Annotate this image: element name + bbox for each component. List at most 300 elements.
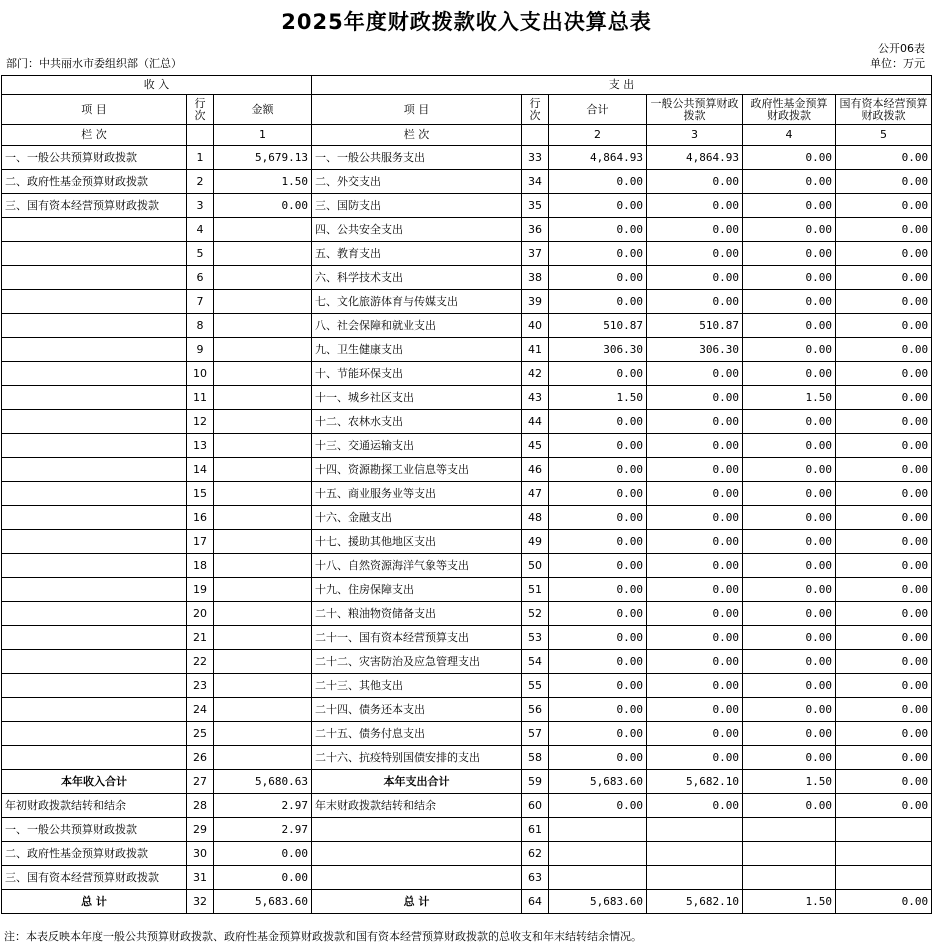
income-amount-cell	[214, 554, 312, 578]
table-row	[2, 722, 932, 746]
fund-budget-amount-cell: 0.00	[743, 626, 836, 650]
expense-item-cell: 本年支出合计	[312, 770, 522, 794]
expense-item-cell: 六、科学技术支出	[312, 266, 522, 290]
general-budget-amount-cell: 4,864.93	[647, 146, 743, 170]
general-budget-amount-cell: 0.00	[647, 218, 743, 242]
expense-line-cell: 33	[522, 146, 549, 170]
fund-budget-amount-cell: 0.00	[743, 602, 836, 626]
state-capital-amount-cell: 0.00	[836, 434, 932, 458]
general-budget-amount-cell: 0.00	[647, 698, 743, 722]
fund-budget-amount-cell: 0.00	[743, 338, 836, 362]
fund-budget-amount-cell: 0.00	[743, 314, 836, 338]
income-amount-cell: 5,679.13	[214, 146, 312, 170]
income-amount-cell	[214, 290, 312, 314]
expense-total-cell: 0.00	[549, 266, 647, 290]
income-item-cell: 年初财政拨款结转和结余	[2, 794, 187, 818]
fund-budget-amount-cell: 1.50	[743, 770, 836, 794]
fund-budget-amount-cell: 0.00	[743, 362, 836, 386]
table-row	[2, 266, 932, 290]
expense-item-cell: 二十一、国有资本经营预算支出	[312, 626, 522, 650]
income-line-cell: 1	[187, 146, 214, 170]
fund-budget-amount-cell: 0.00	[743, 434, 836, 458]
expense-total-cell: 0.00	[549, 698, 647, 722]
income-item-cell	[2, 578, 187, 602]
state-capital-amount-cell: 0.00	[836, 530, 932, 554]
general-budget-amount-cell: 0.00	[647, 434, 743, 458]
state-capital-amount-cell: 0.00	[836, 362, 932, 386]
expense-line-cell: 53	[522, 626, 549, 650]
state-capital-amount-cell: 0.00	[836, 578, 932, 602]
expense-header: 支 出	[312, 76, 932, 95]
income-amount-cell	[214, 266, 312, 290]
state-capital-amount-cell: 0.00	[836, 482, 932, 506]
fund-budget-amount-cell: 0.00	[743, 410, 836, 434]
expense-total-cell: 5,683.60	[549, 890, 647, 914]
general-budget-header: 一般公共预算财政拨款	[647, 95, 743, 125]
expense-line-cell: 57	[522, 722, 549, 746]
income-line-cell: 12	[187, 410, 214, 434]
income-item-cell	[2, 410, 187, 434]
income-item-cell	[2, 674, 187, 698]
income-item-cell	[2, 506, 187, 530]
income-line-cell: 26	[187, 746, 214, 770]
income-line-header: 行次	[187, 95, 214, 125]
expense-total-cell: 0.00	[549, 506, 647, 530]
expense-total-cell: 0.00	[549, 362, 647, 386]
expense-total-header: 合计	[549, 95, 647, 125]
col-index-3: 3	[647, 125, 743, 146]
income-line-cell: 13	[187, 434, 214, 458]
income-line-cell: 28	[187, 794, 214, 818]
expense-total-cell: 0.00	[549, 290, 647, 314]
income-item-cell	[2, 530, 187, 554]
income-amount-cell	[214, 626, 312, 650]
footnote: 注：本表反映本年度一般公共预算财政拨款、政府性基金预算财政拨款和国有资本经营预算财政拨款的总收支和年末结转结余情况。	[4, 930, 642, 943]
general-budget-amount-cell: 0.00	[647, 290, 743, 314]
header-row-group	[2, 76, 932, 95]
income-item-cell	[2, 602, 187, 626]
expense-total-cell: 0.00	[549, 554, 647, 578]
general-budget-amount-cell: 306.30	[647, 338, 743, 362]
expense-line-cell: 55	[522, 674, 549, 698]
expense-item-cell: 九、卫生健康支出	[312, 338, 522, 362]
state-capital-amount-cell: 0.00	[836, 602, 932, 626]
table-row	[2, 218, 932, 242]
fund-budget-amount-cell: 0.00	[743, 194, 836, 218]
income-amount-cell: 0.00	[214, 842, 312, 866]
fund-budget-amount-cell: 0.00	[743, 698, 836, 722]
fund-budget-amount-cell	[743, 818, 836, 842]
income-item-cell: 三、国有资本经营预算财政拨款	[2, 194, 187, 218]
table-row	[2, 626, 932, 650]
income-amount-cell	[214, 506, 312, 530]
expense-item-cell: 二十二、灾害防治及应急管理支出	[312, 650, 522, 674]
expense-total-cell: 0.00	[549, 482, 647, 506]
expense-item-cell: 年末财政拨款结转和结余	[312, 794, 522, 818]
state-capital-amount-cell: 0.00	[836, 458, 932, 482]
fund-budget-amount-cell: 0.00	[743, 554, 836, 578]
table-row	[2, 866, 932, 890]
income-amount-cell	[214, 746, 312, 770]
income-item-cell: 三、国有资本经营预算财政拨款	[2, 866, 187, 890]
expense-line-cell: 35	[522, 194, 549, 218]
expense-line-cell: 48	[522, 506, 549, 530]
income-amount-cell	[214, 338, 312, 362]
general-budget-amount-cell: 0.00	[647, 794, 743, 818]
expense-line-header: 行次	[522, 95, 549, 125]
income-amount-cell	[214, 722, 312, 746]
empty-cell	[522, 125, 549, 146]
income-amount-cell	[214, 602, 312, 626]
table-row	[2, 410, 932, 434]
income-amount-cell	[214, 650, 312, 674]
fund-budget-amount-cell: 0.00	[743, 146, 836, 170]
expense-item-header: 项 目	[312, 95, 522, 125]
table-row	[2, 290, 932, 314]
income-item-cell	[2, 458, 187, 482]
expense-total-cell: 0.00	[549, 242, 647, 266]
expense-item-cell: 十四、资源勘探工业信息等支出	[312, 458, 522, 482]
income-line-cell: 31	[187, 866, 214, 890]
general-budget-amount-cell: 0.00	[647, 650, 743, 674]
column-index-row	[2, 125, 932, 146]
income-line-cell: 9	[187, 338, 214, 362]
expense-item-cell: 十六、金融支出	[312, 506, 522, 530]
fund-budget-amount-cell: 0.00	[743, 458, 836, 482]
income-amount-cell	[214, 698, 312, 722]
state-capital-amount-cell: 0.00	[836, 890, 932, 914]
general-budget-amount-cell: 0.00	[647, 626, 743, 650]
general-budget-amount-cell	[647, 866, 743, 890]
expense-total-cell: 0.00	[549, 602, 647, 626]
fund-budget-amount-cell: 0.00	[743, 242, 836, 266]
state-capital-amount-cell: 0.00	[836, 410, 932, 434]
general-budget-amount-cell: 0.00	[647, 530, 743, 554]
income-line-cell: 23	[187, 674, 214, 698]
expense-line-cell: 64	[522, 890, 549, 914]
state-capital-amount-cell	[836, 866, 932, 890]
table-row	[2, 170, 932, 194]
income-item-cell: 一、一般公共预算财政拨款	[2, 818, 187, 842]
table-row	[2, 674, 932, 698]
expense-item-cell: 二十六、抗疫特别国债安排的支出	[312, 746, 522, 770]
general-budget-amount-cell: 0.00	[647, 674, 743, 698]
fund-budget-amount-cell: 0.00	[743, 482, 836, 506]
expense-line-cell: 44	[522, 410, 549, 434]
income-line-cell: 30	[187, 842, 214, 866]
state-capital-amount-cell: 0.00	[836, 170, 932, 194]
general-budget-amount-cell: 0.00	[647, 242, 743, 266]
income-item-header: 项 目	[2, 95, 187, 125]
income-line-cell: 15	[187, 482, 214, 506]
income-amount-cell	[214, 458, 312, 482]
general-budget-amount-cell: 510.87	[647, 314, 743, 338]
state-capital-amount-cell: 0.00	[836, 698, 932, 722]
general-budget-amount-cell	[647, 842, 743, 866]
state-capital-amount-cell: 0.00	[836, 218, 932, 242]
table-row	[2, 650, 932, 674]
general-budget-amount-cell: 0.00	[647, 170, 743, 194]
empty-cell	[187, 125, 214, 146]
expense-total-cell: 0.00	[549, 626, 647, 650]
general-budget-amount-cell: 0.00	[647, 458, 743, 482]
income-line-cell: 22	[187, 650, 214, 674]
income-line-cell: 29	[187, 818, 214, 842]
expense-item-cell: 二十三、其他支出	[312, 674, 522, 698]
state-capital-amount-cell: 0.00	[836, 194, 932, 218]
expense-item-cell: 二十五、债务付息支出	[312, 722, 522, 746]
state-capital-amount-cell: 0.00	[836, 266, 932, 290]
income-line-cell: 20	[187, 602, 214, 626]
income-line-cell: 24	[187, 698, 214, 722]
state-capital-amount-cell	[836, 842, 932, 866]
income-amount-cell	[214, 578, 312, 602]
expense-total-cell: 0.00	[549, 218, 647, 242]
table-row	[2, 842, 932, 866]
expense-line-cell: 43	[522, 386, 549, 410]
income-line-cell: 17	[187, 530, 214, 554]
expense-line-cell: 36	[522, 218, 549, 242]
expense-total-cell: 1.50	[549, 386, 647, 410]
state-capital-amount-cell: 0.00	[836, 242, 932, 266]
expense-total-cell	[549, 842, 647, 866]
expense-total-cell: 0.00	[549, 794, 647, 818]
expense-line-cell: 41	[522, 338, 549, 362]
state-capital-amount-cell: 0.00	[836, 626, 932, 650]
expense-line-cell: 58	[522, 746, 549, 770]
table-row	[2, 386, 932, 410]
expense-item-cell: 七、文化旅游体育与传媒支出	[312, 290, 522, 314]
expense-item-cell: 一、一般公共服务支出	[312, 146, 522, 170]
state-capital-amount-cell: 0.00	[836, 338, 932, 362]
expense-item-cell: 二十、粮油物资储备支出	[312, 602, 522, 626]
income-item-cell	[2, 242, 187, 266]
fund-budget-amount-cell	[743, 842, 836, 866]
general-budget-amount-cell: 0.00	[647, 482, 743, 506]
income-amount-cell	[214, 362, 312, 386]
income-item-cell: 二、政府性基金预算财政拨款	[2, 842, 187, 866]
income-line-cell: 4	[187, 218, 214, 242]
expense-line-cell: 56	[522, 698, 549, 722]
expense-total-cell: 0.00	[549, 746, 647, 770]
expense-item-cell: 五、教育支出	[312, 242, 522, 266]
state-capital-amount-cell: 0.00	[836, 746, 932, 770]
expense-total-cell: 0.00	[549, 170, 647, 194]
expense-total-cell: 5,683.60	[549, 770, 647, 794]
expense-total-cell: 0.00	[549, 458, 647, 482]
income-item-cell	[2, 722, 187, 746]
expense-total-cell: 510.87	[549, 314, 647, 338]
table-row	[2, 602, 932, 626]
header-row-columns	[2, 95, 932, 125]
fund-budget-amount-cell: 0.00	[743, 746, 836, 770]
expense-total-cell: 0.00	[549, 530, 647, 554]
income-amount-cell: 2.97	[214, 818, 312, 842]
income-line-cell: 19	[187, 578, 214, 602]
page-title: 2025年度财政拨款收入支出决算总表	[281, 10, 652, 34]
form-number: 公开06表	[878, 42, 925, 55]
expense-line-cell: 61	[522, 818, 549, 842]
income-amount-cell	[214, 314, 312, 338]
expense-line-cell: 46	[522, 458, 549, 482]
table-row	[2, 530, 932, 554]
expense-line-cell: 47	[522, 482, 549, 506]
expense-line-cell: 60	[522, 794, 549, 818]
expense-total-cell: 0.00	[549, 578, 647, 602]
income-item-cell	[2, 698, 187, 722]
general-budget-amount-cell: 0.00	[647, 578, 743, 602]
income-line-cell: 10	[187, 362, 214, 386]
state-capital-amount-cell: 0.00	[836, 650, 932, 674]
expense-total-cell: 0.00	[549, 650, 647, 674]
department-label: 部门：中共丽水市委组织部（汇总）	[6, 57, 182, 70]
fund-budget-amount-cell: 0.00	[743, 266, 836, 290]
state-capital-amount-cell: 0.00	[836, 674, 932, 698]
income-item-cell	[2, 338, 187, 362]
fund-budget-amount-cell: 0.00	[743, 650, 836, 674]
expense-total-cell: 0.00	[549, 434, 647, 458]
income-amount-cell	[214, 386, 312, 410]
table-row	[2, 890, 932, 914]
table-row	[2, 818, 932, 842]
income-item-cell	[2, 386, 187, 410]
expense-item-cell	[312, 842, 522, 866]
table-row	[2, 458, 932, 482]
fund-budget-amount-cell: 0.00	[743, 722, 836, 746]
general-budget-amount-cell: 0.00	[647, 386, 743, 410]
income-item-cell: 本年收入合计	[2, 770, 187, 794]
income-amount-cell	[214, 482, 312, 506]
expense-item-cell: 十七、援助其他地区支出	[312, 530, 522, 554]
fund-budget-amount-cell: 1.50	[743, 386, 836, 410]
table-row	[2, 770, 932, 794]
lanci-label: 栏 次	[2, 125, 187, 146]
expense-line-cell: 51	[522, 578, 549, 602]
expense-item-cell: 十二、农林水支出	[312, 410, 522, 434]
income-item-cell: 总 计	[2, 890, 187, 914]
income-amount-cell: 5,680.63	[214, 770, 312, 794]
income-item-cell: 二、政府性基金预算财政拨款	[2, 170, 187, 194]
general-budget-amount-cell	[647, 818, 743, 842]
state-capital-amount-cell: 0.00	[836, 554, 932, 578]
income-item-cell	[2, 650, 187, 674]
fund-budget-amount-cell: 1.50	[743, 890, 836, 914]
expense-item-cell: 十五、商业服务业等支出	[312, 482, 522, 506]
state-capital-amount-cell: 0.00	[836, 794, 932, 818]
income-line-cell: 6	[187, 266, 214, 290]
income-line-cell: 32	[187, 890, 214, 914]
expense-line-cell: 42	[522, 362, 549, 386]
state-capital-amount-cell: 0.00	[836, 722, 932, 746]
state-capital-header: 国有资本经营预算财政拨款	[836, 95, 932, 125]
income-item-cell	[2, 626, 187, 650]
income-amount-cell	[214, 410, 312, 434]
col-index-1: 1	[214, 125, 312, 146]
expense-line-cell: 40	[522, 314, 549, 338]
expense-total-cell: 0.00	[549, 674, 647, 698]
income-item-cell	[2, 290, 187, 314]
income-line-cell: 14	[187, 458, 214, 482]
col-index-2: 2	[549, 125, 647, 146]
expense-total-cell	[549, 866, 647, 890]
general-budget-amount-cell: 5,682.10	[647, 890, 743, 914]
expense-line-cell: 63	[522, 866, 549, 890]
table-row	[2, 578, 932, 602]
table-row	[2, 746, 932, 770]
expense-item-cell: 二十四、债务还本支出	[312, 698, 522, 722]
fiscal-summary-table	[1, 75, 932, 914]
expense-line-cell: 37	[522, 242, 549, 266]
table-row	[2, 482, 932, 506]
expense-item-cell: 十一、城乡社区支出	[312, 386, 522, 410]
income-item-cell	[2, 314, 187, 338]
general-budget-amount-cell: 0.00	[647, 362, 743, 386]
col-index-5: 5	[836, 125, 932, 146]
table-row	[2, 554, 932, 578]
general-budget-amount-cell: 0.00	[647, 266, 743, 290]
income-amount-cell	[214, 530, 312, 554]
income-line-cell: 16	[187, 506, 214, 530]
fund-budget-amount-cell: 0.00	[743, 506, 836, 530]
fund-budget-header: 政府性基金预算财政拨款	[743, 95, 836, 125]
income-amount-cell: 2.97	[214, 794, 312, 818]
expense-item-cell: 十八、自然资源海洋气象等支出	[312, 554, 522, 578]
state-capital-amount-cell: 0.00	[836, 314, 932, 338]
fund-budget-amount-cell: 0.00	[743, 530, 836, 554]
income-line-cell: 11	[187, 386, 214, 410]
table-row	[2, 362, 932, 386]
table-row	[2, 794, 932, 818]
expense-line-cell: 49	[522, 530, 549, 554]
table-row	[2, 194, 932, 218]
income-amount-cell	[214, 242, 312, 266]
general-budget-amount-cell: 0.00	[647, 746, 743, 770]
state-capital-amount-cell: 0.00	[836, 506, 932, 530]
general-budget-amount-cell: 0.00	[647, 506, 743, 530]
general-budget-amount-cell: 0.00	[647, 410, 743, 434]
income-item-cell	[2, 482, 187, 506]
table-row	[2, 338, 932, 362]
income-line-cell: 25	[187, 722, 214, 746]
expense-item-cell: 总 计	[312, 890, 522, 914]
state-capital-amount-cell	[836, 818, 932, 842]
income-line-cell: 3	[187, 194, 214, 218]
expense-total-cell: 0.00	[549, 410, 647, 434]
income-amount-cell: 0.00	[214, 866, 312, 890]
income-amount-cell: 0.00	[214, 194, 312, 218]
unit-label: 单位：万元	[870, 57, 925, 70]
state-capital-amount-cell: 0.00	[836, 770, 932, 794]
income-line-cell: 8	[187, 314, 214, 338]
expense-item-cell: 十九、住房保障支出	[312, 578, 522, 602]
table-row	[2, 506, 932, 530]
col-index-4: 4	[743, 125, 836, 146]
expense-line-cell: 52	[522, 602, 549, 626]
expense-line-cell: 62	[522, 842, 549, 866]
expense-line-cell: 59	[522, 770, 549, 794]
expense-line-cell: 34	[522, 170, 549, 194]
income-amount-cell	[214, 218, 312, 242]
table-row	[2, 242, 932, 266]
income-amount-header: 金额	[214, 95, 312, 125]
income-line-cell: 7	[187, 290, 214, 314]
state-capital-amount-cell: 0.00	[836, 290, 932, 314]
expense-item-cell	[312, 866, 522, 890]
state-capital-amount-cell: 0.00	[836, 146, 932, 170]
fund-budget-amount-cell: 0.00	[743, 578, 836, 602]
income-line-cell: 2	[187, 170, 214, 194]
table-row	[2, 698, 932, 722]
